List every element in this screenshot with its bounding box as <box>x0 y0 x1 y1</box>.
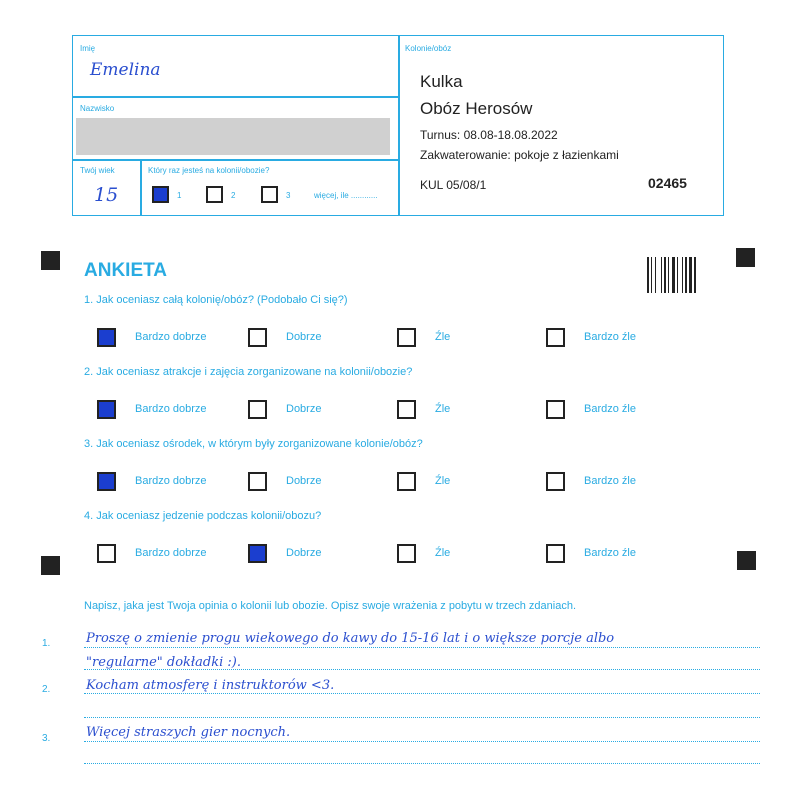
times-option-2: 2 <box>231 191 236 200</box>
question-2-option-4-checkbox[interactable] <box>546 400 565 419</box>
camp-subtitle: Obóz Herosów <box>420 99 533 118</box>
turnus-value: 08.08-18.08.2022 <box>463 128 558 142</box>
opinion-prompt: Napisz, jaka jest Twoja opinia o kolonii lub obozie. Opisz swoje wrażenia z pobytu w trzech zdaniach. <box>84 600 576 612</box>
question-4-text: 4. Jak oceniasz jedzenie podczas kolonii/obozu? <box>84 510 322 522</box>
registration-mark-tl <box>41 251 60 270</box>
name-divider <box>72 96 399 98</box>
registration-mark-br <box>737 551 756 570</box>
question-2-text: 2. Jak oceniasz atrakcje i zajęcia zorganizowane na kolonii/obozie? <box>84 366 413 378</box>
times-checkbox-3[interactable] <box>261 186 278 203</box>
surname-divider <box>72 159 399 161</box>
question-2-option-3-label: Źle <box>435 403 451 415</box>
question-1-option-4-label: Bardzo źle <box>584 331 636 343</box>
opinion-line-2a <box>84 693 760 694</box>
surname-label: Nazwisko <box>80 104 115 113</box>
opinion-number-1: 1. <box>42 638 51 649</box>
times-checkbox-1[interactable] <box>152 186 169 203</box>
question-1-option-3-checkbox[interactable] <box>397 328 416 347</box>
barcode-bar <box>694 257 696 293</box>
age-label: Twój wiek <box>80 166 115 175</box>
question-3-option-2-checkbox[interactable] <box>248 472 267 491</box>
opinion-number-3: 3. <box>42 733 51 744</box>
question-1-option-1-label: Bardzo dobrze <box>135 331 207 343</box>
header-divider <box>398 35 400 216</box>
barcode-bar <box>668 257 669 293</box>
barcode-bar <box>689 257 692 293</box>
question-3-option-4-checkbox[interactable] <box>546 472 565 491</box>
question-4-option-2-label: Dobrze <box>286 547 322 559</box>
opinion-answer-1: Proszę o zmienie progu wiekowego do kawy do 15-16 lat i o większe porcje albo <box>86 631 615 646</box>
question-2-option-1-label: Bardzo dobrze <box>135 403 207 415</box>
barcode-bar <box>672 257 675 293</box>
times-label: Który raz jesteś na kolonii/obozie? <box>148 166 270 175</box>
barcode-bar <box>651 257 652 293</box>
surname-redaction <box>76 118 390 155</box>
name-label: Imię <box>80 44 96 53</box>
opinion-number-2: 2. <box>42 684 51 695</box>
question-2-option-1-checkbox[interactable] <box>97 400 116 419</box>
opinion-answer-2: Kocham atmosferę i instruktorów <3. <box>86 678 335 693</box>
question-1-option-3-label: Źle <box>435 331 451 343</box>
question-2-option-3-checkbox[interactable] <box>397 400 416 419</box>
name-value: Emelina <box>90 60 161 80</box>
times-option-3: 3 <box>286 191 291 200</box>
question-2-option-4-label: Bardzo źle <box>584 403 636 415</box>
barcode-bar <box>661 257 662 293</box>
question-2-option-2-checkbox[interactable] <box>248 400 267 419</box>
registration-mark-bl <box>41 556 60 575</box>
question-3-option-4-label: Bardzo źle <box>584 475 636 487</box>
question-3-option-2-label: Dobrze <box>286 475 322 487</box>
barcode-bar <box>677 257 678 293</box>
times-more: więcej, ile ............ <box>314 191 378 200</box>
form-number: 02465 <box>648 175 687 191</box>
camp-code: KUL 05/08/1 <box>420 178 487 192</box>
question-3-text: 3. Jak oceniasz ośrodek, w którym były zorganizowane kolonie/obóz? <box>84 438 423 450</box>
question-4-option-3-checkbox[interactable] <box>397 544 416 563</box>
question-3-option-3-checkbox[interactable] <box>397 472 416 491</box>
age-divider <box>140 159 142 216</box>
accom-line <box>420 148 619 162</box>
opinion-line-3a <box>84 741 760 742</box>
opinion-line-3b <box>84 763 760 764</box>
opinion-line-2b <box>84 717 760 718</box>
question-4-option-4-label: Bardzo źle <box>584 547 636 559</box>
question-4-option-3-label: Źle <box>435 547 451 559</box>
survey-title: ANKIETA <box>84 260 168 281</box>
registration-mark-tr <box>736 248 755 267</box>
barcode-bar <box>664 257 666 293</box>
barcode-bar <box>647 257 649 293</box>
question-1-option-2-label: Dobrze <box>286 331 322 343</box>
question-4-option-4-checkbox[interactable] <box>546 544 565 563</box>
turnus-label: Turnus: <box>420 128 461 142</box>
opinion-answer-3: Więcej straszych gier nocnych. <box>86 725 291 740</box>
accom-label: Zakwaterowanie: <box>420 148 511 162</box>
camp-label: Kolonie/obóz <box>405 44 452 53</box>
question-4-option-1-label: Bardzo dobrze <box>135 547 207 559</box>
question-1-option-4-checkbox[interactable] <box>546 328 565 347</box>
question-3-option-1-checkbox[interactable] <box>97 472 116 491</box>
question-3-option-1-label: Bardzo dobrze <box>135 475 207 487</box>
question-1-text: 1. Jak oceniasz całą kolonię/obóz? (Podobało Ci się?) <box>84 294 348 306</box>
barcode-bar <box>655 257 656 293</box>
accom-value: pokoje z łazienkami <box>514 148 619 162</box>
question-3-option-3-label: Źle <box>435 475 451 487</box>
times-checkbox-2[interactable] <box>206 186 223 203</box>
age-value: 15 <box>94 184 119 206</box>
turnus-line <box>420 128 558 142</box>
question-2-option-2-label: Dobrze <box>286 403 322 415</box>
question-1-option-1-checkbox[interactable] <box>97 328 116 347</box>
camp-name: Kulka <box>420 72 463 91</box>
barcode <box>647 257 703 293</box>
barcode-bar <box>682 257 683 293</box>
times-option-1: 1 <box>177 191 182 200</box>
barcode-bar <box>685 257 687 293</box>
question-1-option-2-checkbox[interactable] <box>248 328 267 347</box>
question-4-option-2-checkbox[interactable] <box>248 544 267 563</box>
opinion-answer-1-cont: "regularne" dokładki :). <box>86 655 241 670</box>
question-4-option-1-checkbox[interactable] <box>97 544 116 563</box>
opinion-line-1a <box>84 647 760 648</box>
